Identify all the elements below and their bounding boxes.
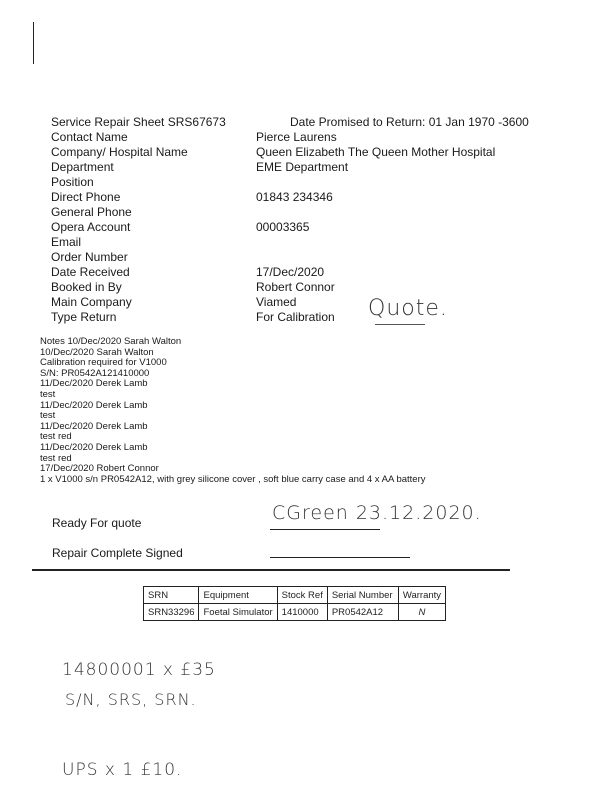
note-line: test red: [40, 431, 72, 443]
field-value: 17/Dec/2020: [256, 265, 325, 279]
scan-mark: [33, 22, 34, 64]
field-label: Contact Name: [51, 130, 128, 144]
field-label: Email: [51, 235, 82, 249]
field-value: 00003365: [256, 220, 310, 234]
field-value: EME Department: [256, 160, 349, 174]
handwritten-note: S/N, SRS, SRN.: [65, 690, 197, 709]
ready-for-quote-label: Ready For quote: [52, 516, 142, 530]
field-value: Queen Elizabeth The Queen Mother Hospital: [256, 145, 496, 159]
divider: [32, 569, 510, 571]
note-line: 1 x V1000 s/n PR0542A12, with grey silicone cover , soft blue carry case and 4 x AA battery: [40, 473, 426, 485]
ready-signature: CGreen 23.12.2020.: [272, 502, 482, 524]
table-row: [144, 604, 446, 621]
field-value: 01843 234346: [256, 190, 333, 204]
field-value: Viamed: [256, 295, 297, 309]
cell-equipment: Foetal Simulator: [199, 604, 277, 621]
field-label: Booked in By: [51, 280, 122, 294]
field-label: Position: [51, 175, 94, 189]
field-label: General Phone: [51, 205, 132, 219]
note-line: 11/Dec/2020 Derek Lamb: [40, 378, 148, 390]
equipment-table: [143, 586, 446, 621]
cell-warranty: N: [398, 604, 445, 621]
repair-complete-label: Repair Complete Signed: [52, 546, 183, 560]
handwritten-note: 14800001 x £35: [62, 660, 216, 680]
note-line: Notes 10/Dec/2020 Sarah Walton: [40, 336, 182, 347]
field-label: Date Received: [51, 265, 130, 279]
field-value: Pierce Laurens: [256, 130, 337, 144]
field-value: Robert Connor: [256, 280, 335, 294]
field-label: Company/ Hospital Name: [51, 145, 188, 159]
table-header-row: [144, 587, 446, 604]
note-line: 11/Dec/2020 Derek Lamb: [40, 420, 148, 432]
note-line: 11/Dec/2020 Derek Lamb: [40, 399, 148, 411]
note-line: S/N: PR0542A121410000: [40, 367, 150, 379]
handwritten-quote: Quote.: [368, 296, 448, 321]
field-label: Main Company: [51, 295, 132, 309]
handwritten-note: UPS x 1 £10.: [62, 760, 183, 780]
signature-line-ready: [270, 529, 380, 530]
cell-stock-ref: 1410000: [277, 604, 327, 621]
note-line: Calibration required for V1000: [40, 357, 167, 369]
header-cell: Stock Ref: [277, 587, 327, 604]
field-label: Department: [51, 160, 114, 174]
header-cell: SRN: [144, 587, 199, 604]
note-line: 10/Dec/2020 Sarah Walton: [40, 346, 154, 358]
cell-srn: SRN33296: [144, 604, 199, 621]
field-value: For Calibration: [256, 310, 335, 324]
note-line: 11/Dec/2020 Derek Lamb: [40, 442, 148, 453]
field-label: Order Number: [51, 250, 128, 264]
sheet-title: Service Repair Sheet SRS67673: [51, 115, 226, 129]
date-promised: Date Promised to Return: 01 Jan 1970 -3600: [290, 115, 529, 129]
field-label: Direct Phone: [51, 190, 121, 204]
signature-line-complete: [270, 557, 410, 558]
note-line: test red: [40, 452, 72, 464]
cell-serial: PR0542A12: [327, 604, 398, 621]
field-label: Opera Account: [51, 220, 131, 234]
header-cell: Warranty: [398, 587, 445, 604]
note-line: test: [40, 389, 56, 400]
note-line: 17/Dec/2020 Robert Connor: [40, 463, 159, 475]
quote-underline: [375, 324, 425, 325]
header-cell: Equipment: [199, 587, 277, 604]
header-cell: Serial Number: [327, 587, 398, 604]
field-label: Type Return: [51, 310, 117, 324]
note-line: test: [40, 410, 56, 422]
